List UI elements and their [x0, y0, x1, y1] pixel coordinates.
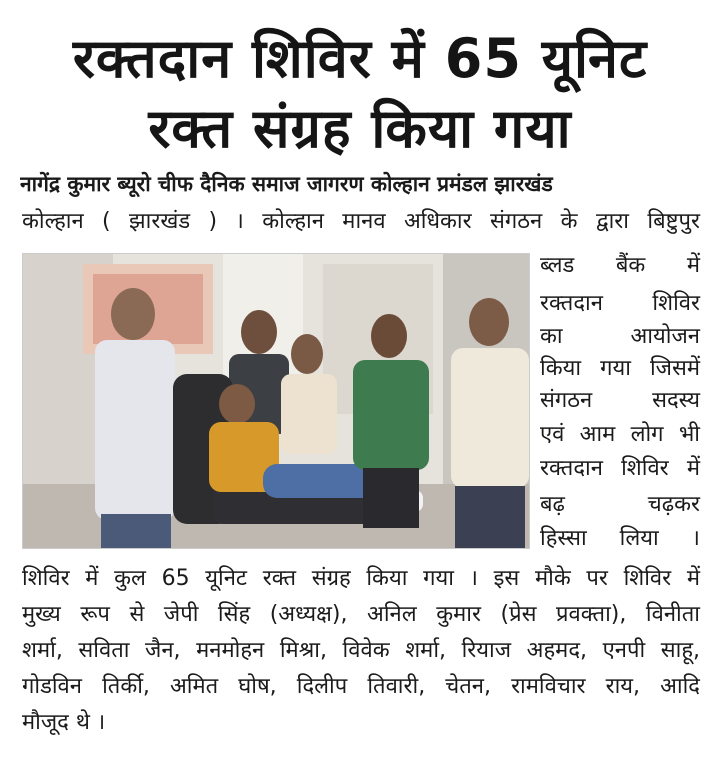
column-line: ब्लड बैंक में: [540, 253, 700, 278]
body-line: शिविर में कुल 65 यूनिट रक्त संग्रह किया गया । इस मौके पर शिविर में: [22, 566, 700, 591]
column-line: हिस्सा लिया ।: [540, 526, 700, 551]
column-line: रक्तदान शिविर: [540, 291, 700, 316]
news-photo: [22, 253, 530, 549]
column-line: किया गया जिसमें: [540, 356, 700, 381]
byline: नागेंद्र कुमार ब्यूरो चीफ दैनिक समाज जागरण कोल्हान प्रमंडल झारखंड: [20, 172, 553, 196]
column-line: एवं आम लोग भी: [540, 422, 700, 447]
column-line: रक्तदान शिविर में: [540, 456, 700, 481]
body-line: गोडविन तिर्की, अमित घोष, दिलीप तिवारी, चेतन, रामविचार राय, आदि: [22, 674, 700, 699]
column-line: संगठन सदस्य: [540, 388, 700, 413]
body-line: शर्मा, सविता जैन, मनमोहन मिश्रा, विवेक शर्मा, रियाज अहमद, एनपी साहू,: [22, 638, 700, 663]
column-line: का आयोजन: [540, 324, 700, 349]
body-line: मुख्य रूप से जेपी सिंह (अध्यक्ष), अनिल कुमार (प्रेस प्रवक्ता), विनीता: [22, 602, 700, 627]
body-line: मौजूद थे ।: [22, 710, 106, 735]
lead-line: कोल्हान ( झारखंड ) । कोल्हान मानव अधिकार संगठन के द्वारा बिष्टुपुर: [22, 209, 700, 234]
headline-line-2: रक्त संग्रह किया गया: [148, 97, 572, 160]
column-line: बढ़ चढ़कर: [540, 492, 700, 517]
headline-line-1: रक्तदान शिविर में 65 यूनिट: [72, 27, 648, 90]
